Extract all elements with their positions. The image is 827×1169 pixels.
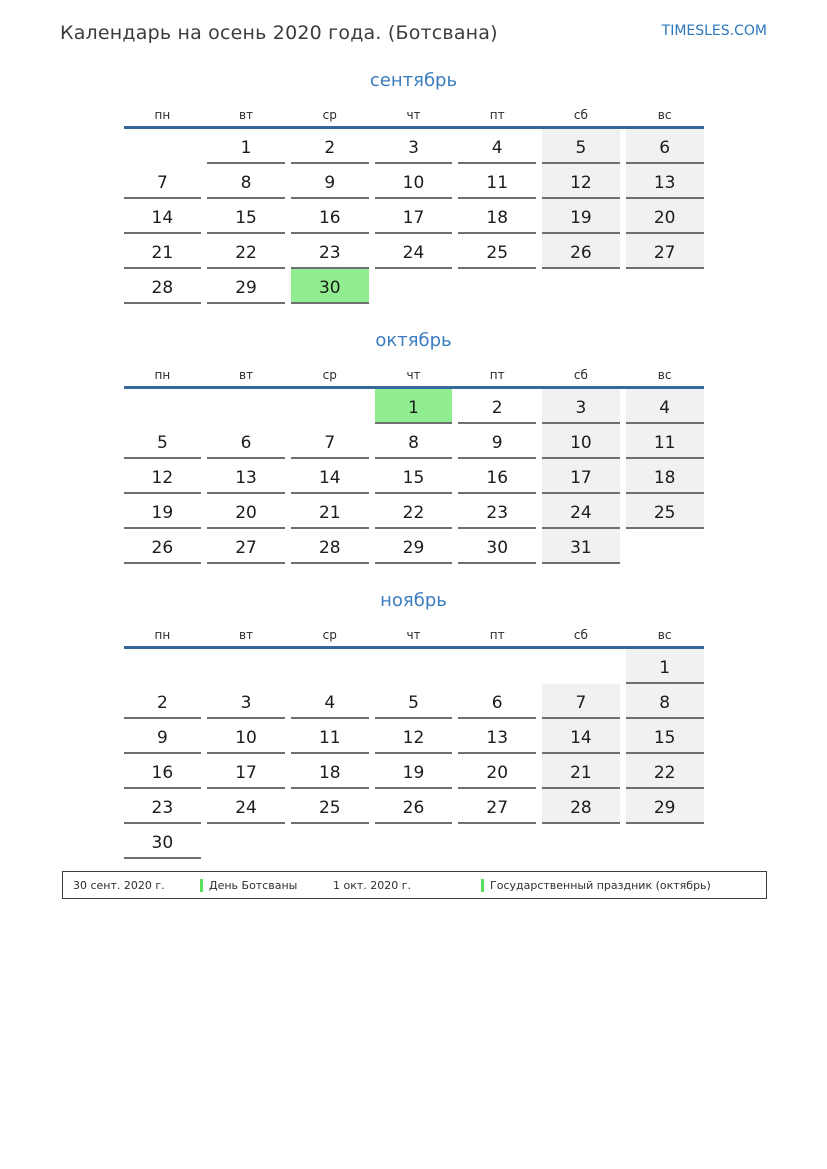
weekday-header: сб	[573, 368, 588, 382]
day-cell: 28	[291, 529, 369, 564]
weekday-header: пт	[489, 628, 505, 642]
day-cell-empty	[375, 269, 453, 304]
day-cell: 8	[626, 684, 704, 719]
page-title: Календарь на осень 2020 года. (Ботсвана)	[60, 22, 498, 44]
day-cell: 11	[458, 164, 536, 199]
weekday-header: пт	[489, 108, 505, 122]
day-cell-empty	[626, 824, 704, 859]
day-cell-empty	[124, 129, 202, 164]
weekday-header: пн	[154, 108, 171, 122]
day-cell: 4	[626, 389, 704, 424]
calendar-months	[0, 70, 827, 859]
day-cell-empty	[375, 824, 453, 859]
day-cell-empty	[542, 269, 620, 304]
day-cell-empty	[291, 824, 369, 859]
day-cell: 11	[626, 424, 704, 459]
day-cell: 23	[291, 234, 369, 269]
day-cell: 9	[458, 424, 536, 459]
legend-entry	[472, 879, 766, 892]
month-september	[0, 70, 827, 304]
day-cell-empty	[124, 389, 202, 424]
day-cell: 27	[626, 234, 704, 269]
day-cell: 25	[291, 789, 369, 824]
day-cell: 19	[124, 494, 202, 529]
day-cell-empty	[542, 824, 620, 859]
day-cell: 21	[291, 494, 369, 529]
day-cell: 29	[375, 529, 453, 564]
month-grid	[124, 364, 704, 564]
day-cell: 31	[542, 529, 620, 564]
day-cell-empty	[207, 824, 285, 859]
day-cell-empty	[207, 649, 285, 684]
day-cell: 15	[375, 459, 453, 494]
month-october	[0, 330, 827, 564]
day-cell: 23	[124, 789, 202, 824]
day-cell: 12	[124, 459, 202, 494]
month-title: октябрь	[375, 330, 452, 351]
day-cell: 12	[375, 719, 453, 754]
weekday-header: чт	[406, 368, 421, 382]
month-grid	[124, 104, 704, 304]
day-cell: 1	[207, 129, 285, 164]
day-cell: 27	[458, 789, 536, 824]
weekday-header: пн	[154, 628, 171, 642]
day-cell: 5	[542, 129, 620, 164]
day-cell: 28	[124, 269, 202, 304]
weekday-header: пт	[489, 368, 505, 382]
weekday-header: вт	[239, 628, 254, 642]
legend-date: 30 сент. 2020 г.	[73, 878, 165, 892]
day-cell: 24	[207, 789, 285, 824]
day-cell: 18	[626, 459, 704, 494]
day-cell: 24	[542, 494, 620, 529]
weekday-header: вс	[657, 368, 672, 382]
legend-label: День Ботсваны	[209, 878, 298, 892]
day-cell: 20	[626, 199, 704, 234]
day-cell: 2	[291, 129, 369, 164]
day-cell: 29	[207, 269, 285, 304]
day-cell-empty	[626, 269, 704, 304]
timesles-site-link[interactable]: TIMESLES.COM	[661, 23, 767, 39]
day-cell: 10	[542, 424, 620, 459]
day-cell: 30	[124, 824, 202, 859]
legend-label: Государственный праздник (октябрь)	[490, 878, 711, 892]
day-cell-empty	[291, 649, 369, 684]
holiday-marker-icon	[481, 879, 484, 892]
day-cell: 17	[375, 199, 453, 234]
weekday-header: ср	[322, 628, 337, 642]
holiday-day-cell: 30	[291, 269, 369, 304]
day-cell: 7	[124, 164, 202, 199]
holiday-marker-icon	[200, 879, 203, 892]
day-cell: 17	[542, 459, 620, 494]
day-cell: 13	[207, 459, 285, 494]
day-cell: 19	[542, 199, 620, 234]
day-cell: 24	[375, 234, 453, 269]
legend-date: 1 окт. 2020 г.	[333, 878, 412, 892]
day-cell: 20	[207, 494, 285, 529]
day-cell-empty	[626, 529, 704, 564]
day-cell: 16	[458, 459, 536, 494]
day-cell: 22	[375, 494, 453, 529]
weekday-header: вт	[239, 368, 254, 382]
day-cell: 16	[124, 754, 202, 789]
day-cell: 4	[291, 684, 369, 719]
day-cell: 28	[542, 789, 620, 824]
weekday-header: вс	[657, 628, 672, 642]
day-cell: 26	[542, 234, 620, 269]
day-cell: 3	[542, 389, 620, 424]
month-grid	[124, 624, 704, 859]
day-cell: 18	[291, 754, 369, 789]
day-cell: 21	[124, 234, 202, 269]
day-cell: 7	[542, 684, 620, 719]
day-cell: 2	[458, 389, 536, 424]
day-cell: 8	[375, 424, 453, 459]
day-cell-empty	[458, 649, 536, 684]
day-cell: 5	[124, 424, 202, 459]
day-cell: 27	[207, 529, 285, 564]
day-cell: 7	[291, 424, 369, 459]
day-cell: 15	[207, 199, 285, 234]
day-cell: 6	[626, 129, 704, 164]
weekday-header: сб	[573, 108, 588, 122]
day-cell-empty	[458, 269, 536, 304]
weekday-header: сб	[573, 628, 588, 642]
day-cell: 15	[626, 719, 704, 754]
day-cell: 6	[458, 684, 536, 719]
weekday-header: чт	[406, 628, 421, 642]
day-cell: 22	[626, 754, 704, 789]
weekday-header: пн	[154, 368, 171, 382]
day-cell: 26	[124, 529, 202, 564]
day-cell: 13	[458, 719, 536, 754]
day-cell: 9	[124, 719, 202, 754]
weekday-header: вс	[657, 108, 672, 122]
day-cell-empty	[124, 649, 202, 684]
day-cell: 3	[207, 684, 285, 719]
weekday-header: вт	[239, 108, 254, 122]
day-cell-empty	[542, 649, 620, 684]
day-cell: 25	[458, 234, 536, 269]
weekday-header: ср	[322, 368, 337, 382]
day-cell: 10	[375, 164, 453, 199]
day-cell: 20	[458, 754, 536, 789]
month-title: сентябрь	[369, 70, 458, 91]
legend-entry	[191, 879, 325, 892]
day-cell: 21	[542, 754, 620, 789]
day-cell-empty	[375, 649, 453, 684]
day-cell: 8	[207, 164, 285, 199]
page-header	[0, 0, 827, 46]
day-cell: 11	[291, 719, 369, 754]
day-cell: 12	[542, 164, 620, 199]
day-cell: 9	[291, 164, 369, 199]
day-cell: 2	[124, 684, 202, 719]
day-cell: 29	[626, 789, 704, 824]
day-cell-empty	[458, 824, 536, 859]
weekday-header: ср	[322, 108, 337, 122]
holiday-day-cell: 1	[375, 389, 453, 424]
day-cell-empty	[207, 389, 285, 424]
day-cell: 4	[458, 129, 536, 164]
day-cell: 10	[207, 719, 285, 754]
day-cell: 14	[124, 199, 202, 234]
day-cell: 26	[375, 789, 453, 824]
day-cell: 30	[458, 529, 536, 564]
day-cell: 14	[291, 459, 369, 494]
weekday-header: чт	[406, 108, 421, 122]
month-november	[0, 590, 827, 859]
day-cell: 14	[542, 719, 620, 754]
day-cell-empty	[291, 389, 369, 424]
month-title: ноябрь	[380, 590, 447, 611]
day-cell: 16	[291, 199, 369, 234]
day-cell: 5	[375, 684, 453, 719]
day-cell: 25	[626, 494, 704, 529]
day-cell: 13	[626, 164, 704, 199]
holiday-legend	[62, 871, 767, 899]
day-cell: 18	[458, 199, 536, 234]
day-cell: 23	[458, 494, 536, 529]
day-cell: 19	[375, 754, 453, 789]
day-cell: 1	[626, 649, 704, 684]
day-cell: 6	[207, 424, 285, 459]
day-cell: 17	[207, 754, 285, 789]
day-cell: 3	[375, 129, 453, 164]
day-cell: 22	[207, 234, 285, 269]
